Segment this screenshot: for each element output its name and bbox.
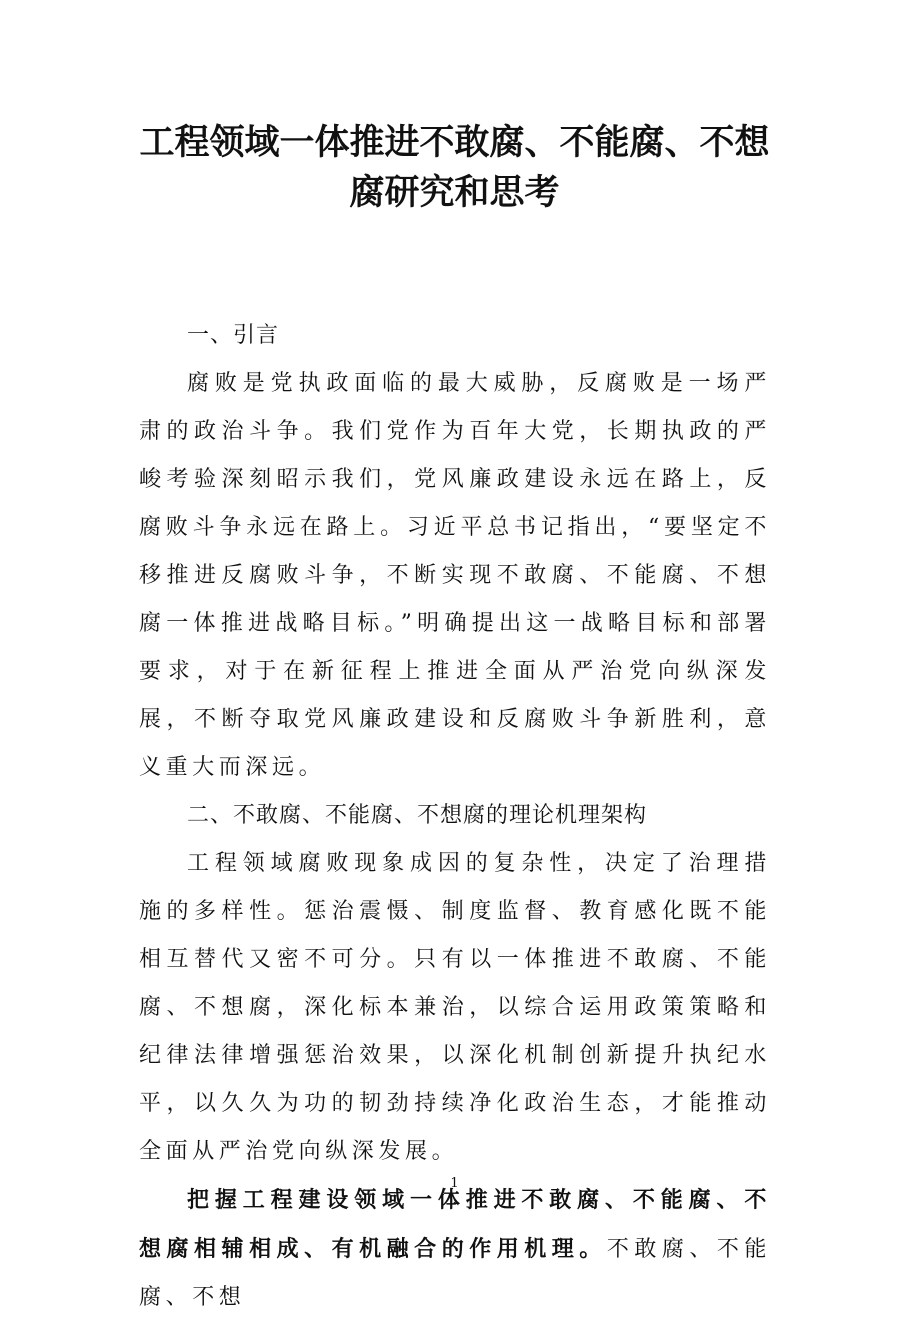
title-line-1: 工程领域一体推进不敢腐、不能腐、不想: [139, 122, 770, 163]
section-heading-intro: 一、引言: [187, 323, 280, 348]
paragraph-mechanism-text: 不敢腐、不能腐、不想: [139, 1237, 772, 1310]
paragraph-theory: 工程领域腐败现象成因的复杂性，决定了治理措施的多样性。惩治震慑、制度监督、教育感化既不能相互替代又密不可分。只有以一体推进不敢腐、不能腐、不想腐，深化标本兼治，以综合运用政策策略和纪律法律增强惩治效果，以深化机制创新提升执纪水平，以久久为功的韧劲持续净化政治生态，才能推动全面从严治党向纵深发展。: [139, 851, 771, 1164]
section-heading-theory: 二、不敢腐、不能腐、不想腐的理论机理架构: [187, 803, 648, 828]
title-line-2: 腐研究和思考: [349, 172, 560, 213]
paragraph-mechanism: [139, 1176, 771, 1322]
document-body: [139, 312, 771, 1322]
document-title: [100, 118, 809, 218]
paragraph-mechanism-bold: 把握工程建设领域一体推进不敢腐、不能腐、不想腐相辅相成、有机融合的作用机理。: [139, 1187, 771, 1262]
paragraph-intro: 腐败是党执政面临的最大威胁，反腐败是一场严肃的政治斗争。我们党作为百年大党，长期执政的严峻考验深刻昭示我们，党风廉政建设永远在路上，反腐败斗争永远在路上。习近平总书记指出，“要坚定不移推进反腐败斗争，不断实现不敢腐、不能腐、不想腐一体推进战略目标。”明确提出这一战略目标和部署要求，对于在新征程上推进全面从严治党向纵深发展，不断夺取党风廉政建设和反腐败斗争新胜利，意义重大而深远。: [139, 371, 771, 780]
page-number: 1: [450, 1176, 459, 1191]
